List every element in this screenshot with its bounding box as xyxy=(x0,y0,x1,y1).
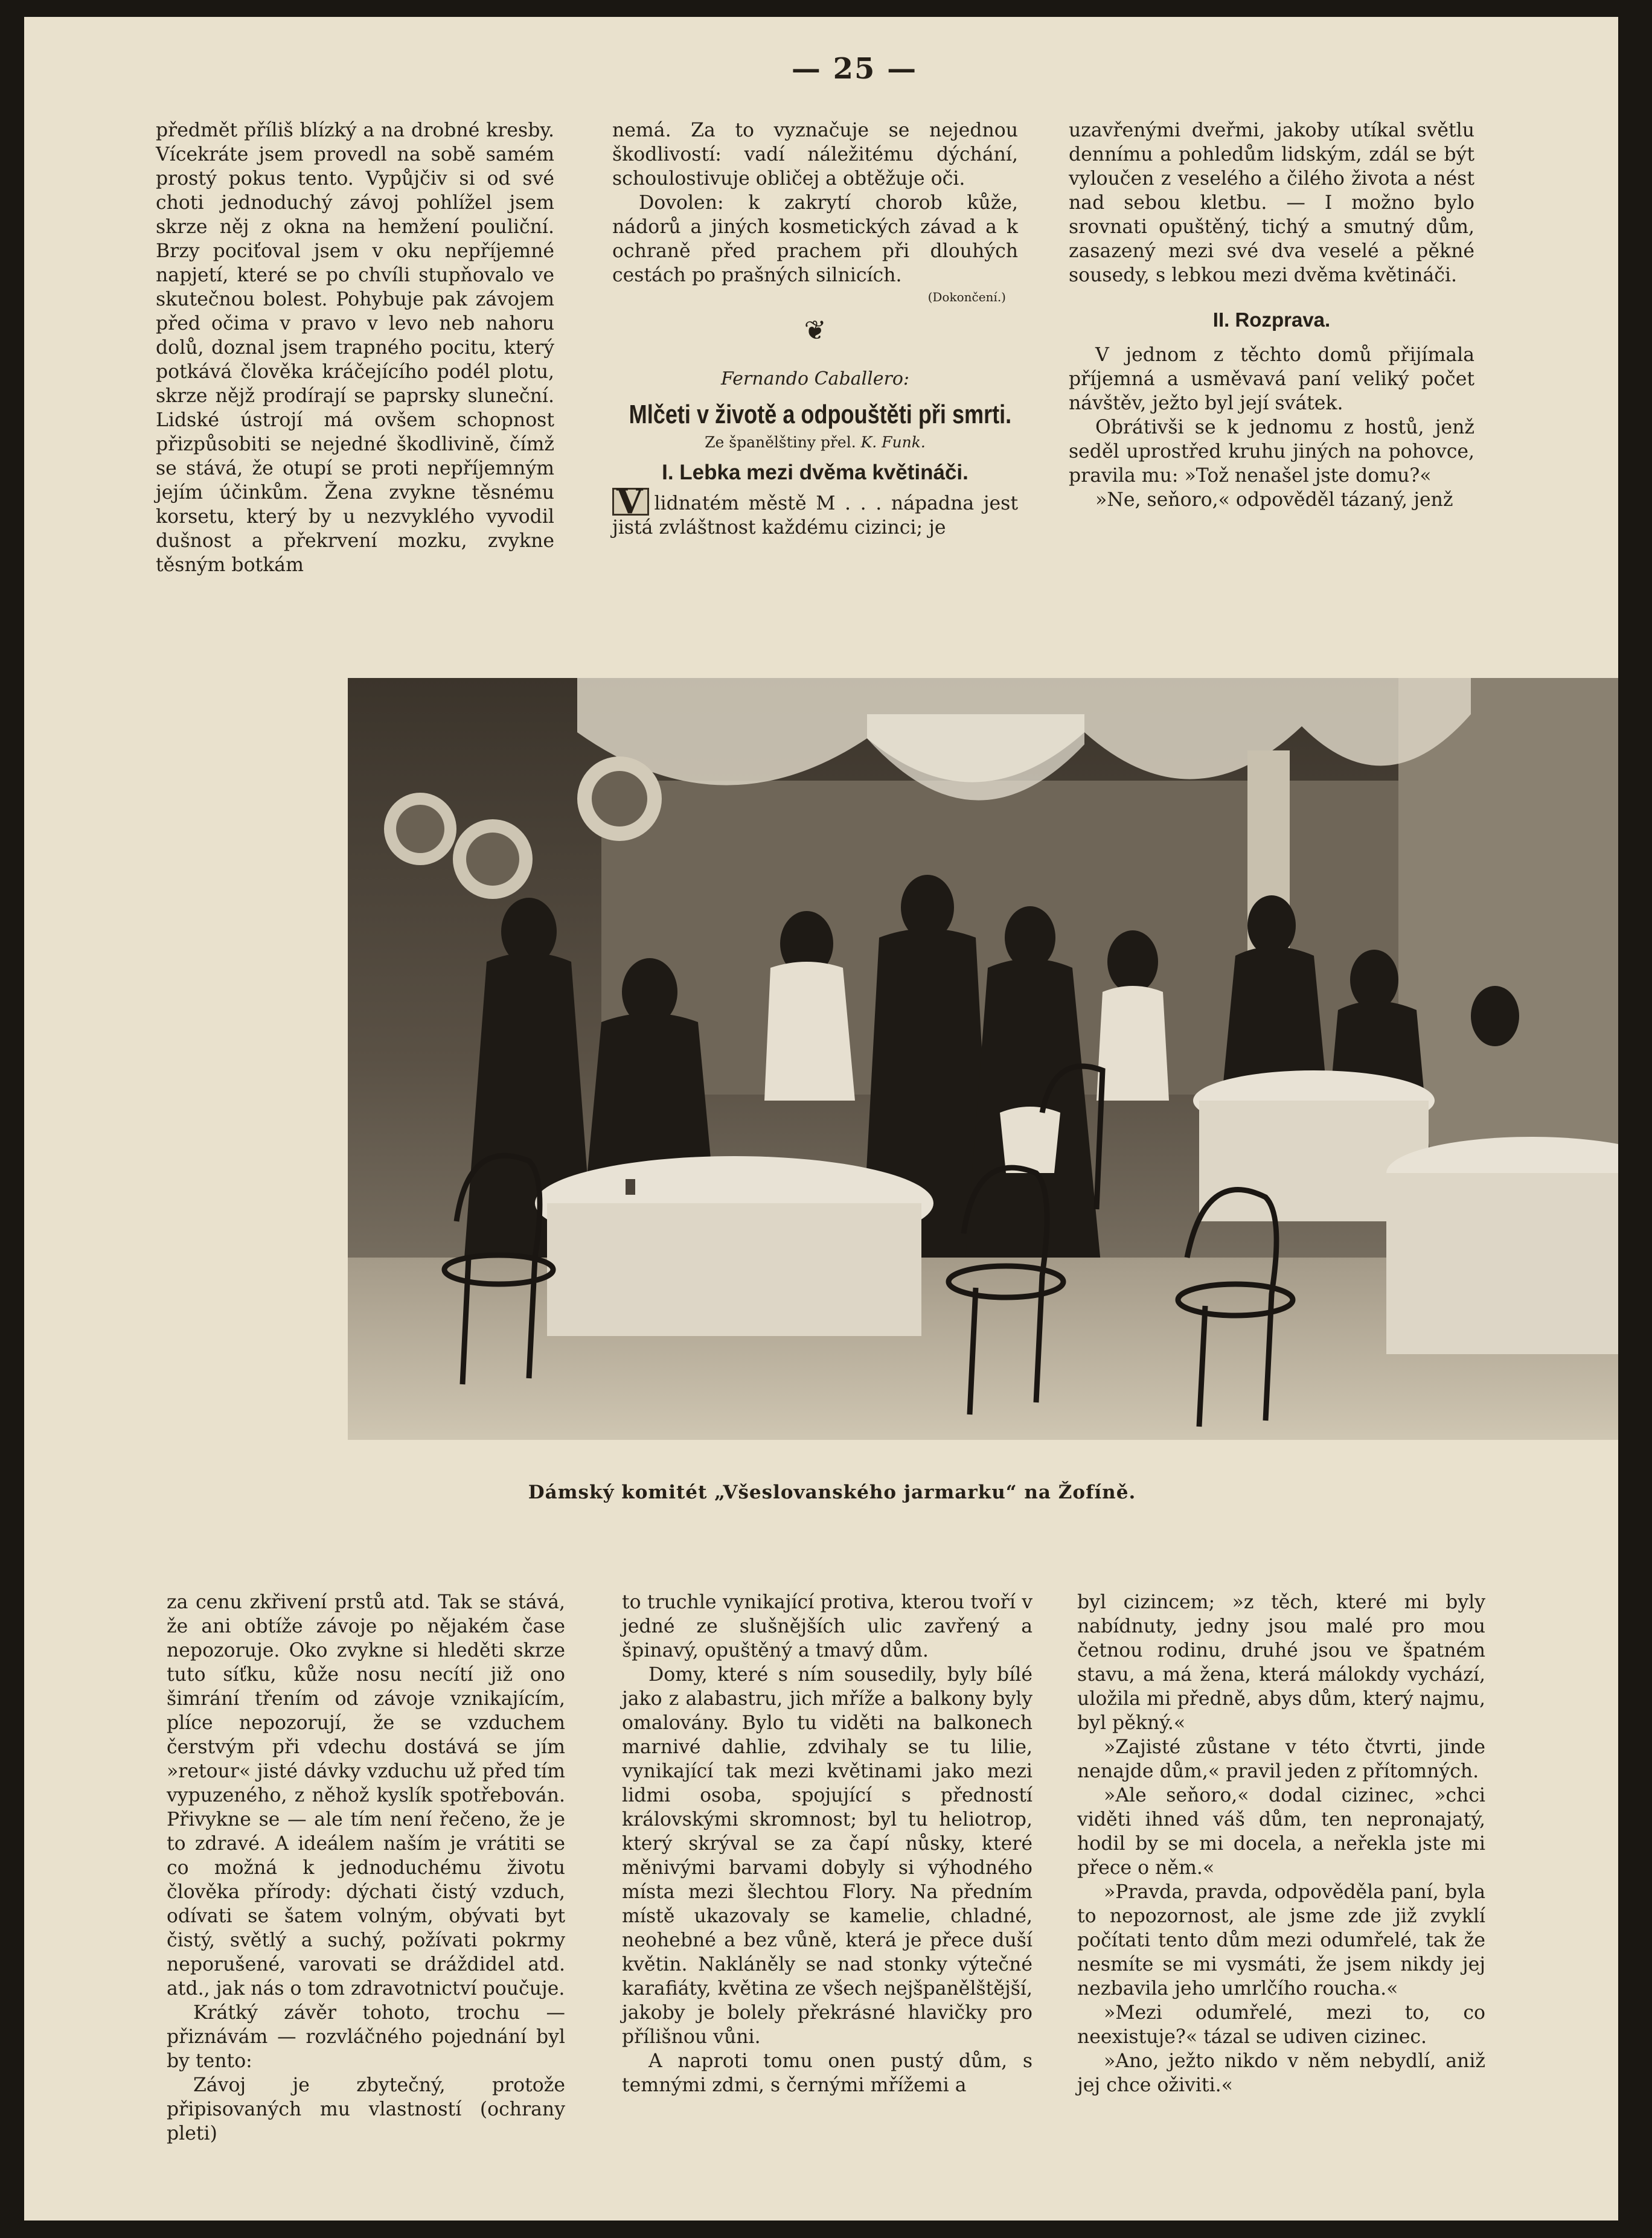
paragraph: to truchle vynikající protiva, kterou tvoří v jedné ze slušnějších ulic zavřený a špinavý, opuštěný a tmavý dům. xyxy=(622,1591,1032,1661)
paragraph: Závoj je zbytečný, protože připisovaných mu vlastností (ochrany pleti) xyxy=(167,2074,565,2144)
chapter-heading-2: II. Rozprava. xyxy=(1212,309,1331,331)
column-3-bottom xyxy=(1077,1590,1485,2097)
paragraph: Domy, které s ním sousedily, byly bílé jako z alabastru, jich mříže a balkony byly omalovány. Bylo tu viděti na balkonech marnivé dahlie, zdvihaly se tu lilie, vynikající tak mezi květinami jako mezi lidmi osoba, spojující s předností královskými skromnost; byl tu heliotrop, který skrýval se za čapí nůsky, které měnivými barvami dobyly si výhodného místa mezi šlechtou Flory. Na předním místě ukazovaly se kamelie, chladné, neohebné a bez vůně, která je přece duší květin. Nakláněly se nad stonky výtečné karafiáty, květina ze všech nejšpanělštější, jakoby je bolely překrásné hlavičky pro přílišnou vůni. xyxy=(622,1664,1032,2048)
translator-line xyxy=(612,432,1018,453)
column-2-top xyxy=(612,118,1018,540)
paragraph: Krátký závěr tohoto, trochu — přiznávám — rozvláčného pojednání byl by tento: xyxy=(167,2002,565,2072)
paragraph: byl cizincem; »z těch, které mi byly nabídnuty, jedny jsou malé pro mou četnou rodinu, druhé jsou ve špatném stavu, a má žena, která málokdy vychází, uložila mi předně, abys dům, který najmu, byl pěkný.« xyxy=(1077,1591,1485,1734)
paragraph: V jednom z těchto domů přijímala příjemná a usměvavá paní veliký počet návštěv, ježto byl její svátek. xyxy=(1069,344,1474,414)
paragraph: za cenu zkřivení prstů atd. Tak se stává, že ani obtíže závoje po nějakém čase nepozoruje. Oko zvykne si hleděti skrze tuto síťku, kůže nosu necítí již ono šimrání třením od závoje vznikajícím, plíce nepozorují, že se vzduchem čerstvým při vdechu dostává se jím »retour« jisté dávky vzduchu už před tím vypuzeného, z něhož kyslík spotřebován. Přivykne se — ale tím není řečeno, že je to zdravé. A ideálem naším je vrátiti se co možná k jednoduchému životu člověka přírody: dýchati čistý vzduch, odívati se šatem volným, obývati byt čistý, světlý a suchý, požívati pokrmy neporušené, varovati se dráždidel atd. atd., jak nás o tom zdravotnictví poučuje. xyxy=(167,1591,565,2000)
paragraph: nemá. Za to vyznačuje se nejednou škodlivostí: vadí náležitému dýchání, schoulostivuje obličej a obtěžuje oči. xyxy=(612,120,1018,190)
paragraph: »Ale seňoro,« dodal cizinec, »chci viděti ihned váš dům, ten nepronajatý, hodil by se mi docela, a neřekla jste mi přece o něm.« xyxy=(1077,1785,1485,1879)
story-title: Mlčeti v životě a odpouštěti při smrti. xyxy=(629,400,1012,429)
translator-name: K. Funk. xyxy=(860,433,926,451)
story-author: Fernando Caballero: xyxy=(721,368,909,389)
column-3-top xyxy=(1069,118,1474,512)
photograph-drawing xyxy=(348,678,1618,1440)
column-1-top xyxy=(156,118,554,577)
ornament-icon: ❦ xyxy=(804,315,827,346)
paragraph: »Ano, ježto nikdo v něm nebydlí, aniž jej chce oživiti.« xyxy=(1077,2050,1485,2096)
chapter-heading-1: I. Lebka mezi dvěma květináči. xyxy=(662,461,968,484)
drop-cap: V xyxy=(612,488,649,516)
paragraph: Obrátivši se k jednomu z hostů, jenž seděl uprostřed kruhu jiných na pohovce, pravila mu: »Tož nenašel jste domu?« xyxy=(1069,417,1474,487)
photo-caption: Dámský komitét „Všeslovanského jarmarku“ na Žofíně. xyxy=(528,1482,1136,1503)
photograph xyxy=(348,678,1618,1440)
end-note: (Dokončení.) xyxy=(927,290,1006,304)
column-1-bottom xyxy=(167,1590,565,2146)
paragraph: A naproti tomu onen pustý dům, s temnými zdmi, s černými mřížemi a xyxy=(622,2050,1032,2096)
paragraph: »Ne, seňoro,« odpověděl tázaný, jenž xyxy=(1095,489,1453,511)
paragraph: uzavřenými dveřmi, jakoby utíkal světlu dennímu a pohledům lidským, zdál se být vyloučen z veselého a čilého života a nést nad sebou kletbu. — I možno bylo srovnati opuštěný, tichý a smutný dům, zasazený mezi své dva veselé a pěkné sousedy, s lebkou mezi dvěma květináči. xyxy=(1069,120,1474,286)
translator-prefix: Ze španělštiny přel. xyxy=(705,433,856,451)
paragraph: »Zajisté zůstane v této čtvrti, jinde nenajde dům,« pravil jeden z přítomných. xyxy=(1077,1736,1485,1782)
column-2-bottom xyxy=(622,1590,1032,2097)
page-number: — 25 — xyxy=(791,52,918,86)
paragraph: předmět příliš blízký a na drobné kresby. Vícekráte jsem provedl na sobě samém prostý pokus tento. Vypůjčiv si od své choti jednoduchý závoj pohlížel jsem skrze něj z okna na hemžení pouliční. Brzy pociťoval jsem v oku nepříjemné napjetí, které se po chvíli stupňovalo ve skutečnou bolest. Pohybuje pak závojem před očima v pravo v levo neb nahoru dolů, doznal jsem trapného pocitu, který potkává člověka kráčejícího podél plotu, skrze nějž prodírají se paprsky sluneční. Lidské ústrojí má ovšem schopnost přizpůsobiti se nejedné škodlivině, čímž se stává, že otupí se proti nepříjemným jejím účinkům. Žena zvykne těsnému korsetu, který by u nezvyklého vyvodil dušnost a překrvení mozku, zvykne těsným botkám xyxy=(156,120,554,576)
opening-paragraph xyxy=(612,482,1018,540)
opening-text: lidnatém městě M . . . nápadna jest jistá zvláštnost každému cizinci; je xyxy=(612,493,1018,539)
paragraph: Dovolen: k zakrytí chorob kůže, nádorů a jiných kosmetických závad a k ochraně před prachem při dlouhých cestách po prašných silnicích. xyxy=(612,192,1018,286)
paragraph: »Pravda, pravda, odpověděla paní, byla to nepozornost, ale jsme zde již zvyklí počítati tento dům mezi odumřelé, tak že nesmíte se mi vysmáti, že jsem nikdy jej nezbavila jeho umrlčího roucha.« xyxy=(1077,1881,1485,2000)
paragraph: »Mezi odumřelé, mezi to, co neexistuje?« tázal se udiven cizinec. xyxy=(1077,2002,1485,2048)
page xyxy=(24,17,1618,2220)
